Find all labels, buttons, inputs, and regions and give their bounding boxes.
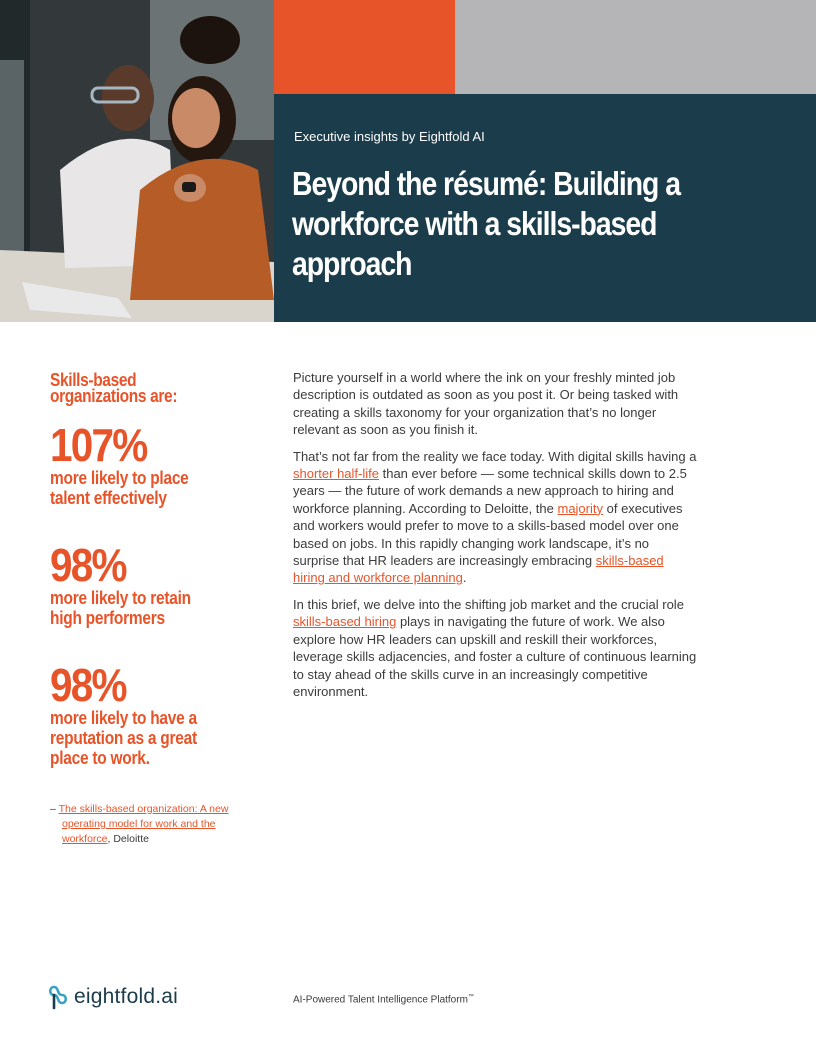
text-run: than ever before — some technical skills down to 2.5 years — the future of work demands a new approach to hiring and workforce planning. According to Deloitte, the <box>293 466 687 516</box>
source-suffix: , Deloitte <box>107 833 149 845</box>
text-run: In this brief, we delve into the shifting job market and the crucial role <box>293 596 684 612</box>
text-run: . <box>462 570 467 586</box>
heading-line: organizations are: <box>50 386 178 406</box>
accent-block-grey <box>455 0 816 94</box>
logo-text: eightfold.ai <box>74 985 178 1008</box>
footer-tagline <box>293 994 474 1005</box>
title-line: Beyond the résumé: Building a <box>292 165 680 202</box>
heading-line: Skills-based <box>50 370 137 390</box>
source-dash: – <box>50 803 56 815</box>
text-run: of executives and workers would prefer to move to a skills-based model over one based on jobs. In this rapidly changing work landscape, it’s no surprise that HR leaders are increasingly embracing <box>293 500 683 569</box>
source-link[interactable]: operating model for work and the <box>62 818 216 830</box>
stats-heading <box>50 372 274 404</box>
tagline-text: AI-Powered Talent Intelligence Platform <box>293 994 468 1006</box>
source-link[interactable]: workforce <box>62 833 108 845</box>
paragraph: Picture yourself in a world where the ink on your freshly minted job description is outdated as soon as you post it. Or being tasked with creating a skills taxonomy for your organization that’s no longer relevant as soon as you finish it. <box>293 370 679 438</box>
paragraph <box>293 596 698 700</box>
shorter-half-life-link[interactable]: shorter half-life <box>293 466 379 482</box>
title-line: workforce with a skills-based <box>292 205 657 242</box>
source-link[interactable]: The skills-based organization: A new <box>58 803 229 815</box>
text-run: plays in navigating the future of work. We also explore how HR leaders can upskill and reskill their workforces, leverage skills adjacencies, and foster a culture of continuous learning to stay ahead of the skills curve in an increasingly competitive environment. <box>293 614 697 699</box>
skills-based-hiring-planning-link[interactable]: skills-based hiring and workforce planning <box>293 553 664 586</box>
stat-number: 98% <box>50 539 126 591</box>
hero-photo <box>0 0 274 322</box>
stat-number: 107% <box>50 419 147 471</box>
skills-based-hiring-link[interactable]: skills-based hiring <box>293 614 397 630</box>
stat-item <box>50 419 310 508</box>
trademark-mark: ™ <box>467 994 474 1000</box>
stat-item <box>50 659 310 768</box>
hero-panel <box>274 94 816 322</box>
paragraph <box>293 448 698 587</box>
infinity-icon <box>46 984 70 1010</box>
stat-number: 98% <box>50 659 126 711</box>
stat-label: more likely to retain high performers <box>50 588 191 628</box>
text-run: That’s not far from the reality we face today. With digital skills having a <box>293 448 697 464</box>
stats-sidebar <box>50 370 280 768</box>
source-citation <box>50 802 250 847</box>
page-title <box>292 164 774 284</box>
stat-label: more likely to place talent effectively <box>50 468 189 508</box>
majority-link[interactable]: majority <box>557 500 603 516</box>
stat-item <box>50 539 310 628</box>
body-copy <box>293 369 698 709</box>
title-line: approach <box>292 245 412 282</box>
stat-label: more likely to have a reputation as a great place to work. <box>50 708 197 768</box>
eyebrow: Executive insights by Eightfold AI <box>294 129 485 144</box>
eightfold-logo[interactable] <box>46 984 178 1010</box>
accent-block-orange <box>274 0 455 94</box>
